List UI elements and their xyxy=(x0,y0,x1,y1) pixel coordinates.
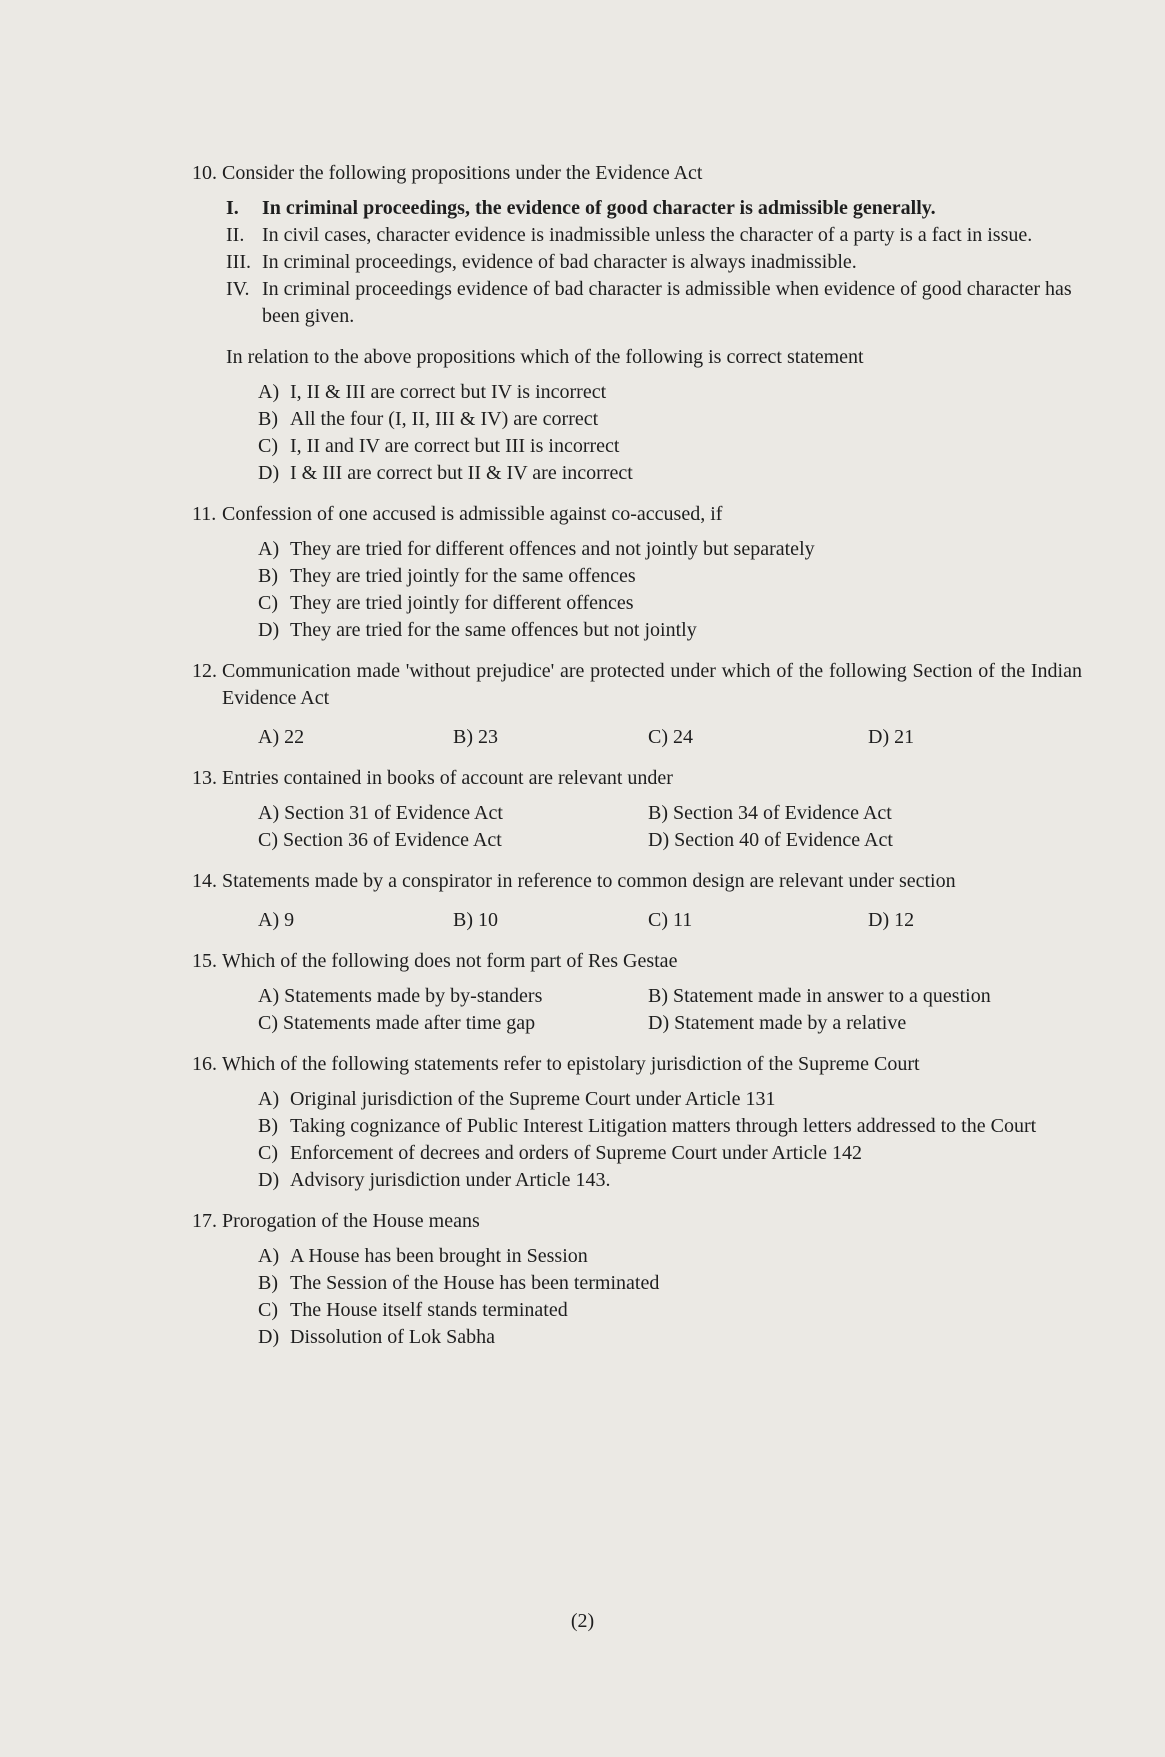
question-12 xyxy=(192,658,1082,751)
option-c[interactable]: C) Statements made after time gap xyxy=(258,1012,536,1034)
option-c[interactable]: C) 24 xyxy=(648,726,693,748)
question-lead: In relation to the above propositions which of the following is correct statement xyxy=(226,346,864,368)
option-b[interactable]: B) They are tried jointly for the same offences xyxy=(258,565,636,587)
option-a[interactable]: A) Section 31 of Evidence Act xyxy=(258,802,503,824)
option-c[interactable]: C) They are tried jointly for different offences xyxy=(258,592,634,614)
option-list xyxy=(258,800,1082,854)
question-text: Prorogation of the House means xyxy=(222,1210,480,1232)
question-number: 15. xyxy=(192,950,217,972)
question-number: 13. xyxy=(192,767,217,789)
option-b[interactable]: B) All the four (I, II, III & IV) are correct xyxy=(258,408,599,430)
option-a[interactable]: A) They are tried for different offences and not jointly but separately xyxy=(258,538,815,560)
question-text: Statements made by a conspirator in reference to common design are relevant under section xyxy=(222,870,956,892)
option-a[interactable]: A) 22 xyxy=(258,726,305,748)
option-c[interactable]: C) Section 36 of Evidence Act xyxy=(258,829,502,851)
proposition-2: II. In civil cases, character evidence is inadmissible unless the character of a party is a fact in issue. xyxy=(226,224,1033,246)
option-list xyxy=(258,724,1082,751)
option-b[interactable]: B) Section 34 of Evidence Act xyxy=(648,802,892,824)
option-list xyxy=(258,536,1082,644)
option-d[interactable]: D) They are tried for the same offences but not jointly xyxy=(258,619,697,641)
option-list xyxy=(258,907,1082,934)
question-number: 10. xyxy=(192,162,217,184)
question-text: Communication made 'without prejudice' are protected under which of the following Section of the Indian Evidence Act xyxy=(222,660,1082,709)
proposition-3: III. In criminal proceedings, evidence of bad character is always inadmissible. xyxy=(226,251,857,273)
option-b[interactable]: B) The Session of the House has been terminated xyxy=(258,1272,660,1294)
question-number: 11. xyxy=(192,503,217,525)
question-number: 17. xyxy=(192,1210,217,1232)
page-number: (2) xyxy=(570,1610,595,1632)
question-text: Consider the following propositions under the Evidence Act xyxy=(222,162,703,184)
option-d[interactable]: D) Statement made by a relative xyxy=(648,1012,907,1034)
option-d[interactable]: D) Advisory jurisdiction under Article 143. xyxy=(258,1169,611,1191)
question-text: Confession of one accused is admissible against co-accused, if xyxy=(222,503,723,525)
option-d[interactable]: D) Section 40 of Evidence Act xyxy=(648,829,893,851)
question-17 xyxy=(192,1208,1082,1351)
option-d[interactable]: D) 21 xyxy=(868,726,915,748)
question-number: 12. xyxy=(192,660,217,682)
option-c[interactable]: C) The House itself stands terminated xyxy=(258,1299,568,1321)
option-list xyxy=(258,1086,1082,1194)
option-d[interactable]: D) 12 xyxy=(868,909,915,931)
option-a[interactable]: A) I, II & III are correct but IV is incorrect xyxy=(258,381,607,403)
option-list xyxy=(258,983,1082,1037)
option-a[interactable]: A) 9 xyxy=(258,909,295,931)
question-text: Which of the following does not form part of Res Gestae xyxy=(222,950,678,972)
option-c[interactable]: C) Enforcement of decrees and orders of Supreme Court under Article 142 xyxy=(258,1142,863,1164)
option-b[interactable]: B) 10 xyxy=(453,909,498,931)
option-c[interactable]: C) I, II and IV are correct but III is incorrect xyxy=(258,435,620,457)
option-a[interactable]: A) Original jurisdiction of the Supreme Court under Article 131 xyxy=(258,1088,776,1110)
question-14 xyxy=(192,868,1082,934)
option-a[interactable]: A) Statements made by by-standers xyxy=(258,985,543,1007)
option-c[interactable]: C) 11 xyxy=(648,909,693,931)
question-text: Which of the following statements refer to epistolary jurisdiction of the Supreme Court xyxy=(222,1053,920,1075)
question-list xyxy=(192,160,1082,1365)
question-15 xyxy=(192,948,1082,1037)
question-number: 14. xyxy=(192,870,217,892)
option-list xyxy=(258,1243,1082,1351)
proposition-4: IV. In criminal proceedings evidence of bad character is admissible when evidence of good character has been given. xyxy=(226,278,1072,327)
option-b[interactable]: B) 23 xyxy=(453,726,498,748)
option-d[interactable]: D) I & III are correct but II & IV are incorrect xyxy=(258,462,633,484)
question-number: 16. xyxy=(192,1053,217,1075)
question-10 xyxy=(192,160,1082,487)
option-list xyxy=(258,379,1082,487)
question-13 xyxy=(192,765,1082,854)
option-b[interactable]: B) Taking cognizance of Public Interest Litigation matters through letters addressed to the Court xyxy=(258,1115,1037,1137)
option-d[interactable]: D) Dissolution of Lok Sabha xyxy=(258,1326,495,1348)
question-16 xyxy=(192,1051,1082,1194)
question-11 xyxy=(192,501,1082,644)
option-b[interactable]: B) Statement made in answer to a question xyxy=(648,985,991,1007)
question-text: Entries contained in books of account are relevant under xyxy=(222,767,673,789)
option-a[interactable]: A) A House has been brought in Session xyxy=(258,1245,588,1267)
proposition-list xyxy=(226,195,1082,330)
proposition-1: I. In criminal proceedings, the evidence of good character is admissible generally. xyxy=(226,197,936,219)
